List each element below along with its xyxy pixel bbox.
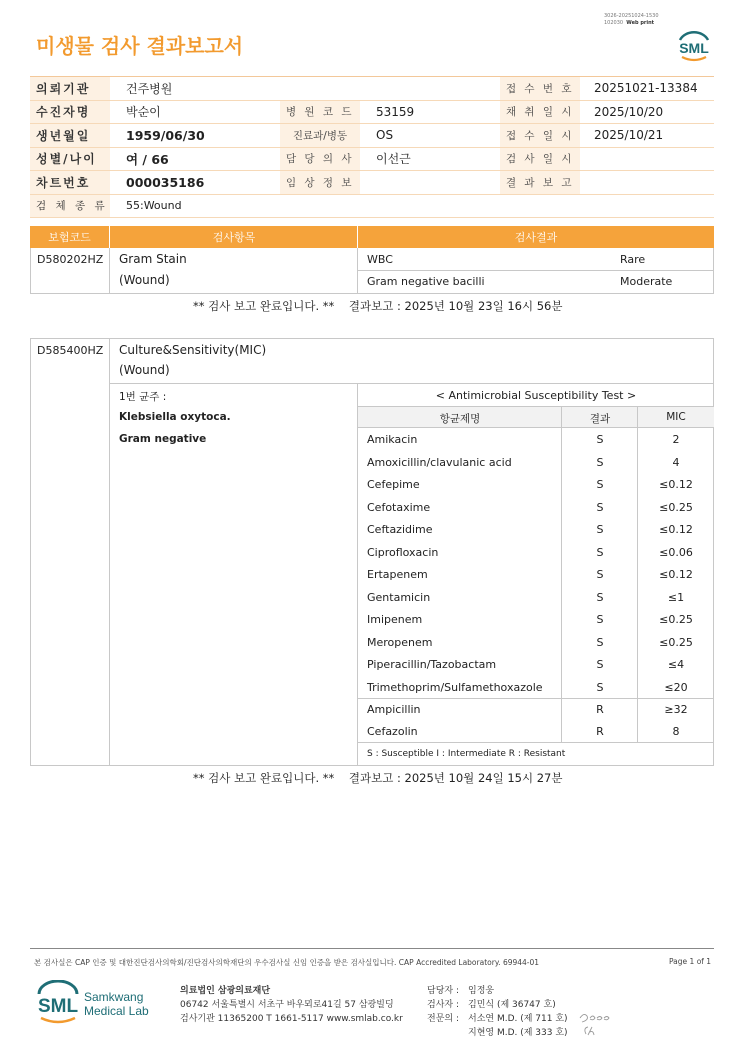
drug-result: S — [596, 500, 604, 514]
drug-name: Cefepime — [367, 478, 420, 491]
culture-item-line1: Culture&Sensitivity(MIC) — [119, 343, 267, 357]
gram-result-name-1: WBC — [367, 253, 393, 266]
drug-name: Amoxicillin/clavulanic acid — [367, 455, 512, 469]
document-code-line1: 3026-20251024-1530 — [604, 13, 659, 19]
culture-sep-1 — [109, 338, 110, 766]
drug-name: Piperacillin/Tazobactam — [367, 658, 497, 671]
culture-complete-msg: ** 검사 보고 완료입니다. ** — [193, 771, 335, 785]
footer-logo-word1: Samkwang — [84, 990, 144, 1004]
ast-legend: S : Susceptible I : Intermediate R : Resistant — [367, 749, 566, 759]
label-test-date: 검 사 일 시 — [500, 148, 580, 171]
ast-row-resistant — [358, 721, 714, 744]
label-hospital-code: 병 원 코 드 — [280, 101, 360, 124]
drug-result: S — [596, 590, 604, 604]
drug-result: S — [596, 523, 604, 536]
drug-mic: 4 — [672, 455, 680, 469]
footer-logo-word2: Medical Lab — [84, 1004, 149, 1018]
label-sex-age: 성별/나이 — [30, 148, 110, 171]
gram-result-value-1: Rare — [620, 253, 646, 266]
gram-complete-line — [193, 298, 562, 314]
patient-row-1 — [30, 77, 714, 101]
samkwang-logo-icon — [36, 980, 156, 1028]
drug-name: Trimethoprim/Sulfamethoxazole — [367, 680, 543, 694]
patient-row-6 — [30, 195, 714, 218]
label-specialist: 전문의 : — [427, 1014, 459, 1024]
label-receipt-date: 접 수 일 시 — [500, 124, 580, 147]
header-sep-2 — [357, 226, 358, 248]
drug-mic: ≤4 — [667, 658, 685, 671]
sex-age-value: 여 / 66 — [126, 151, 169, 167]
label-doctor: 담 당 의 사 — [280, 148, 360, 171]
drug-result: S — [596, 613, 604, 626]
drug-name: Ceftazidime — [367, 523, 433, 536]
culture-complete-line — [193, 770, 562, 786]
sml-logo-text: SML — [679, 40, 709, 56]
drug-mic: ≤1 — [667, 590, 685, 604]
drug-name: Imipenem — [367, 613, 423, 626]
specimen-value: 55:Wound — [126, 199, 182, 212]
culture-report-time: 결과보고 : 2025년 10월 24일 15시 27분 — [348, 771, 563, 785]
drug-result: S — [596, 433, 604, 446]
gram-item-line2: (Wound) — [119, 273, 170, 287]
hospital-code-value: 53159 — [376, 104, 415, 119]
label-tester: 검사자 : — [427, 1000, 459, 1010]
ast-row — [358, 609, 714, 632]
label-clinical: 임 상 정 보 — [280, 171, 360, 194]
drug-mic: ≤0.25 — [659, 500, 693, 514]
dept-value: OS — [376, 128, 394, 143]
report-value — [584, 171, 714, 194]
ast-legend-sep — [358, 742, 714, 743]
specialist-1: 서소연 M.D. (제 711 호) — [468, 1014, 568, 1024]
patient-row-3 — [30, 124, 714, 148]
drug-mic: 8 — [672, 725, 680, 738]
test-date-value — [584, 148, 714, 171]
drug-result: S — [596, 478, 604, 491]
gram-complete-msg: ** 검사 보고 완료입니다. ** — [193, 299, 335, 313]
ast-row-resistant — [358, 699, 714, 722]
patient-row-5 — [30, 171, 714, 195]
ast-row — [358, 497, 714, 520]
drug-mic: 2 — [672, 433, 680, 446]
chart-no-value: 000035186 — [126, 174, 205, 190]
col-result: 결과 — [589, 413, 611, 425]
label-chart: 차트번호 — [30, 171, 110, 194]
patient-row-2 — [30, 101, 714, 125]
ast-title: < Antimicrobial Susceptibility Test > — [435, 389, 637, 402]
collect-date-value: 2025/10/20 — [594, 104, 664, 119]
cap-note: 본 검사실은 CAP 인증 및 대한진단검사의학회/진단검사의학재단의 우수검사실 신임 인증을 받은 검사실입니다. CAP Accredited Laboratory. 69944-01 — [34, 958, 540, 967]
ast-row — [358, 519, 714, 542]
ast-row — [358, 474, 714, 497]
drug-result: S — [596, 568, 604, 581]
org-address: 06742 서울특별시 서초구 바우뫼로41길 57 삼광빌딩 — [180, 1000, 394, 1010]
culture-sep-top — [110, 383, 714, 384]
drug-name: Ciprofloxacin — [367, 545, 439, 559]
drug-result: S — [596, 545, 604, 559]
col-mic: MIC — [666, 411, 686, 423]
label-dept: 진료과/병동 — [280, 124, 360, 147]
doctor-value: 이선근 — [376, 152, 411, 167]
drug-result: S — [596, 658, 604, 671]
gram-item-line1: Gram Stain — [119, 252, 187, 266]
tester-name: 김민식 (제 36747 호) — [468, 1000, 556, 1010]
drug-mic: ≤20 — [664, 680, 688, 694]
culture-item-line2: (Wound) — [119, 363, 170, 377]
drug-name: Gentamicin — [367, 590, 431, 604]
label-institution: 의뢰기관 — [30, 77, 110, 100]
drug-mic: ≤0.12 — [659, 478, 693, 491]
web-print-label: Web print — [626, 20, 655, 26]
drug-name: Cefotaxime — [367, 500, 431, 514]
ast-row — [358, 677, 714, 700]
drug-result: S — [596, 635, 604, 649]
ast-row — [358, 452, 714, 475]
org-name: 의료법인 삼광의료재단 — [180, 986, 271, 996]
ast-row — [358, 632, 714, 655]
page-number: Page 1 of 1 — [669, 957, 712, 966]
receipt-no-value: 20251021-13384 — [594, 81, 698, 96]
gram-code: D580202HZ — [37, 253, 104, 266]
label-collect-date: 채 취 일 시 — [500, 101, 580, 124]
receipt-date-value: 2025/10/21 — [594, 128, 664, 143]
label-report: 결 과 보 고 — [500, 171, 580, 194]
drug-mic: ≤0.12 — [659, 523, 693, 536]
label-manager: 담당자 : — [427, 986, 459, 996]
organism-gram: Gram negative — [119, 433, 207, 445]
clinical-value — [366, 171, 486, 194]
institution-value: 건주병원 — [126, 81, 173, 96]
drug-name: Amikacin — [367, 433, 418, 446]
patient-row-4 — [30, 148, 714, 172]
footer-rule — [30, 948, 714, 949]
ast-row — [358, 542, 714, 565]
result-table-header — [30, 226, 714, 248]
birth-value: 1959/06/30 — [126, 127, 205, 143]
drug-mic: ≤0.25 — [659, 613, 693, 626]
specialist-2: 지현영 M.D. (제 333 호) — [468, 1028, 568, 1038]
drug-name: Ampicillin — [367, 703, 421, 716]
drug-result: S — [596, 455, 604, 469]
manager-name: 임정웅 — [468, 986, 495, 996]
sml-logo-icon — [674, 26, 714, 64]
ast-row — [358, 654, 714, 677]
drug-name: Meropenem — [367, 635, 433, 649]
page-title: 미생물 검사 결과보고서 — [36, 34, 244, 58]
gram-sep-1 — [109, 248, 110, 294]
label-receipt-no: 접 수 번 호 — [500, 77, 580, 100]
drug-mic: ≤0.12 — [659, 568, 693, 581]
drug-mic: ≥32 — [664, 703, 688, 716]
col-test-item: 검사항목 — [212, 231, 256, 244]
drug-mic: ≤0.06 — [659, 545, 693, 559]
ast-row — [358, 564, 714, 587]
drug-result: R — [596, 703, 604, 716]
ast-row — [358, 429, 714, 452]
culture-code: D585400HZ — [37, 344, 104, 357]
header-sep-1 — [109, 226, 110, 248]
gram-result-value-2: Moderate — [620, 275, 673, 288]
ast-column-header — [358, 406, 714, 428]
footer-logo-mark: SML — [37, 996, 79, 1017]
drug-name: Cefazolin — [367, 725, 418, 738]
label-birth: 생년월일 — [30, 124, 110, 147]
drug-name: Ertapenem — [367, 568, 428, 581]
drug-result: R — [596, 725, 604, 738]
patient-info-table — [30, 76, 714, 218]
strain-label: 1번 균주 : — [119, 391, 167, 403]
col-test-result: 검사결과 — [514, 231, 558, 244]
col-insurance-code: 보험코드 — [48, 231, 91, 244]
org-contact: 검사기관 11365200 T 1661-5117 www.smlab.co.kr — [180, 1014, 403, 1024]
label-specimen: 검 체 종 류 — [30, 195, 110, 217]
drug-mic: ≤0.25 — [659, 635, 693, 649]
drug-result: S — [596, 680, 604, 694]
col-drug: 항균제명 — [439, 413, 481, 425]
organism-name: Klebsiella oxytoca. — [119, 411, 231, 423]
document-code — [604, 13, 659, 27]
gram-sep-2 — [357, 248, 358, 294]
document-code-line2: 102030 — [604, 20, 624, 26]
gram-report-time: 결과보고 : 2025년 10월 23일 16시 56분 — [348, 299, 563, 313]
name-value: 박순이 — [126, 105, 161, 120]
gram-result-name-2: Gram negative bacilli — [367, 275, 485, 288]
label-name: 수진자명 — [30, 101, 110, 124]
ast-row — [358, 587, 714, 610]
signature-icon — [578, 1008, 612, 1040]
gram-row-sep — [358, 270, 714, 271]
